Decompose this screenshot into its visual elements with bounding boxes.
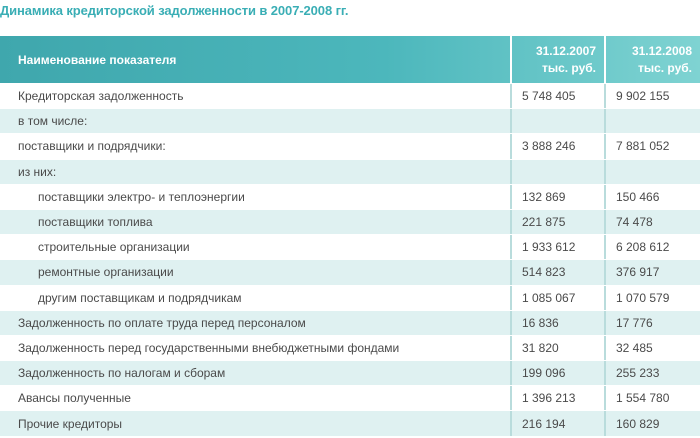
row-label: Задолженность по налогам и сборам bbox=[18, 366, 226, 381]
row-value-2008: 376 917 bbox=[604, 260, 700, 284]
row-label: ремонтные организации bbox=[38, 265, 174, 280]
row-value-2008: 150 466 bbox=[604, 185, 700, 209]
row-label: строительные организации bbox=[38, 240, 190, 255]
header-2008-unit: тыс. руб. bbox=[637, 60, 692, 75]
row-value-2007 bbox=[510, 160, 604, 184]
row-value-2007: 514 823 bbox=[510, 260, 604, 284]
row-value-2007: 132 869 bbox=[510, 185, 604, 209]
row-value-2008: 9 902 155 bbox=[604, 84, 700, 108]
table-row bbox=[0, 83, 700, 108]
row-value-2007: 1 933 612 bbox=[510, 235, 604, 259]
row-label: Кредиторская задолженность bbox=[18, 89, 184, 104]
table-row bbox=[0, 335, 700, 360]
table-row bbox=[0, 360, 700, 385]
row-value-2008: 1 070 579 bbox=[604, 286, 700, 310]
row-value-2008: 74 478 bbox=[604, 210, 700, 234]
row-value-2008: 32 485 bbox=[604, 336, 700, 360]
table-row bbox=[0, 310, 700, 335]
row-value-2008: 255 233 bbox=[604, 361, 700, 385]
header-2007-date: 31.12.2007 bbox=[535, 43, 596, 58]
row-value-2007 bbox=[510, 109, 604, 133]
table-header bbox=[0, 36, 700, 83]
row-value-2007: 216 194 bbox=[510, 411, 604, 435]
row-label: поставщики топлива bbox=[38, 215, 153, 230]
row-value-2008 bbox=[604, 160, 700, 184]
row-value-2008 bbox=[604, 109, 700, 133]
row-label: из них: bbox=[18, 164, 57, 179]
row-value-2007: 1 396 213 bbox=[510, 386, 604, 410]
row-value-2007: 16 836 bbox=[510, 311, 604, 335]
row-label: Задолженность перед государственными внебюджетными фондами bbox=[18, 340, 400, 355]
row-value-2007: 221 875 bbox=[510, 210, 604, 234]
table-body bbox=[0, 83, 700, 436]
row-label: поставщики электро- и теплоэнергии bbox=[38, 189, 245, 204]
row-value-2007: 1 085 067 bbox=[510, 286, 604, 310]
payables-table bbox=[0, 36, 700, 436]
header-indicator-name: Наименование показателя bbox=[18, 52, 177, 67]
table-row bbox=[0, 133, 700, 158]
table-row bbox=[0, 410, 700, 435]
row-label: другим поставщикам и подрядчикам bbox=[38, 290, 242, 305]
header-2008 bbox=[604, 36, 700, 83]
table-row bbox=[0, 184, 700, 209]
table-row bbox=[0, 159, 700, 184]
row-value-2007: 5 748 405 bbox=[510, 84, 604, 108]
row-value-2008: 6 208 612 bbox=[604, 235, 700, 259]
table-row bbox=[0, 209, 700, 234]
row-value-2007: 3 888 246 bbox=[510, 134, 604, 158]
header-2007-unit: тыс. руб. bbox=[541, 60, 596, 75]
header-2008-date: 31.12.2008 bbox=[631, 43, 692, 58]
row-value-2008: 160 829 bbox=[604, 411, 700, 435]
table-row bbox=[0, 385, 700, 410]
table-row bbox=[0, 285, 700, 310]
table-row bbox=[0, 259, 700, 284]
row-value-2007: 199 096 bbox=[510, 361, 604, 385]
row-label: Авансы полученные bbox=[18, 391, 131, 406]
row-label: в том числе: bbox=[18, 114, 88, 129]
row-value-2008: 17 776 bbox=[604, 311, 700, 335]
table-row bbox=[0, 234, 700, 259]
table-title: Динамика кредиторской задолженности в 2007-2008 гг. bbox=[0, 3, 349, 18]
row-label: поставщики и подрядчики: bbox=[18, 139, 166, 154]
row-label: Прочие кредиторы bbox=[18, 416, 123, 431]
header-2007 bbox=[510, 36, 604, 83]
table-row bbox=[0, 108, 700, 133]
row-value-2008: 1 554 780 bbox=[604, 386, 700, 410]
row-value-2008: 7 881 052 bbox=[604, 134, 700, 158]
row-value-2007: 31 820 bbox=[510, 336, 604, 360]
row-label: Задолженность по оплате труда перед персоналом bbox=[18, 315, 306, 330]
